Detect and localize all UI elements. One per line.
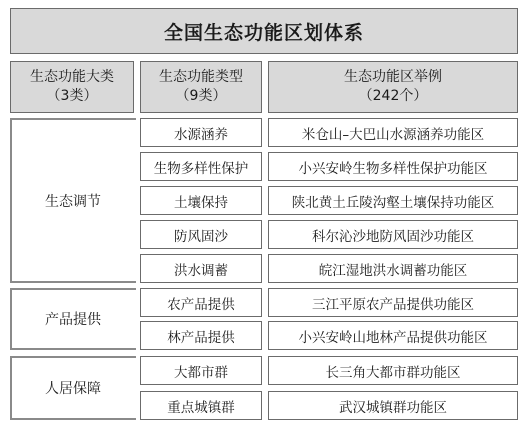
type-cell: [140, 186, 262, 215]
category-product-provision: [12, 290, 134, 348]
type-cell: [140, 220, 262, 249]
type-cell: [140, 356, 262, 385]
header-example-line1: 生态功能区举例: [344, 69, 442, 85]
type-label: 水源涵养: [174, 126, 228, 143]
header-example: [268, 61, 518, 113]
example-cell: [268, 321, 518, 350]
header-type-line1: 生态功能类型: [159, 69, 243, 85]
example-label: 长三角大都市群功能区: [325, 364, 461, 381]
example-cell: [268, 220, 518, 249]
header-category-line1: 生态功能大类: [30, 69, 114, 85]
category-ecological-regulation: [12, 120, 134, 281]
type-cell: [140, 391, 262, 420]
example-label: 武汉城镇群功能区: [339, 399, 447, 416]
type-label: 林产品提供: [167, 329, 235, 346]
type-label: 洪水调蓄: [174, 262, 228, 279]
type-label: 防风固沙: [174, 228, 228, 245]
type-cell: [140, 321, 262, 350]
type-label: 大都市群: [174, 364, 228, 381]
type-cell: [140, 254, 262, 283]
example-cell: [268, 391, 518, 420]
type-cell: [140, 152, 262, 181]
page-title: [10, 8, 518, 54]
type-label: 农产品提供: [167, 296, 235, 313]
example-cell: [268, 118, 518, 147]
category-label: 生态调节: [45, 193, 101, 210]
example-label: 小兴安岭生物多样性保护功能区: [298, 160, 488, 177]
header-category: [10, 61, 134, 113]
category-label: 产品提供: [45, 312, 101, 328]
example-cell: [268, 186, 518, 215]
type-cell: [140, 288, 262, 317]
example-label: 陕北黄土丘陵沟壑土壤保持功能区: [291, 194, 495, 211]
type-label: 土壤保持: [174, 194, 228, 211]
example-label: 米仓山–大巴山水源涵养功能区: [301, 126, 485, 143]
header-type: [140, 61, 262, 113]
header-example-line2: （242个）: [358, 88, 428, 104]
type-cell: [140, 118, 262, 147]
header-type-line2: （9类）: [175, 88, 227, 104]
example-cell: [268, 152, 518, 181]
example-label: 小兴安岭山地林产品提供功能区: [298, 329, 488, 346]
category-label: 人居保障: [45, 381, 101, 397]
example-label: 三江平原农产品提供功能区: [312, 296, 474, 313]
category-human-settlement: [12, 358, 134, 418]
example-cell: [268, 254, 518, 283]
example-label: 科尔沁沙地防风固沙功能区: [312, 228, 474, 245]
header-category-line2: （3类）: [46, 88, 98, 104]
example-label: 皖江湿地洪水调蓄功能区: [318, 262, 468, 279]
example-cell: [268, 288, 518, 317]
type-label: 生物多样性保护: [153, 160, 249, 177]
type-label: 重点城镇群: [167, 399, 235, 416]
example-cell: [268, 356, 518, 385]
title-text: 全国生态功能区划体系: [163, 21, 364, 44]
